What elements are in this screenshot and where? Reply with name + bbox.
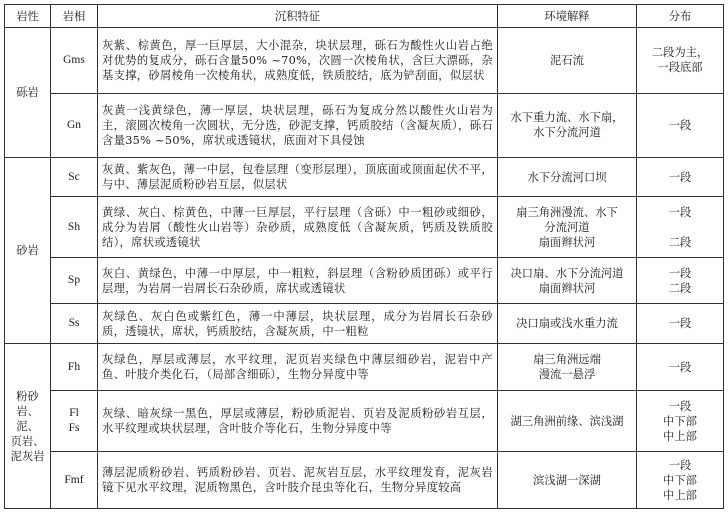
dist-line: 一段: [668, 360, 692, 374]
features-cell: 灰黄一浅黄绿色，薄一厚层，块状层理，砾石为复成分然以酸性火山岩为主，滚圆次棱角一次圆状，无分选，砂泥支撑，钙质胶结（含凝灰质），砾石含量35% ~50%，席状或透镜状，底面对下具侵蚀: [98, 93, 498, 158]
table-row: [5, 28, 724, 94]
dist-line: 二段为主，: [651, 46, 709, 60]
dist-line: 一段: [668, 118, 692, 132]
dist-line: 中上部: [663, 429, 697, 443]
lith-line: 砂岩: [16, 244, 39, 258]
dist-line: 中下部: [663, 414, 697, 428]
facies-code-cell: [51, 197, 98, 258]
dist-line: 一段: [668, 317, 692, 331]
environment-cell: [498, 390, 637, 451]
header-environment: 环境解释: [498, 5, 637, 28]
features-cell: 灰紫、棕黄色，厚一巨厚层，大小混杂，块状层理，砾石为酸性火山岩占绝对优势的复成分，砾石含量50% ~70%，次圆一次棱角状，含巨大漂砾，杂基支撑，砂屑棱角一次棱角状，成熟度低，铁质胶结，底为铲刮面，似层状: [98, 28, 498, 94]
table-row: [5, 158, 724, 197]
environment-cell: [498, 158, 637, 197]
header-features: 沉积特征: [98, 5, 498, 28]
env-line: 水下分流河道: [533, 126, 601, 140]
env-line: 水下分流河口坝: [527, 170, 607, 184]
environment-cell: [498, 344, 637, 391]
lithofacies-table: [4, 4, 724, 509]
distribution-cell: [637, 344, 724, 391]
header-facies: 岩相: [51, 5, 98, 28]
env-line: 水下重力流、水下扇，: [510, 111, 624, 125]
lith-line: 泥灰岩: [10, 449, 45, 463]
dist-line: 一段底部: [657, 61, 703, 75]
environment-cell: [498, 304, 637, 344]
env-line: 滨浅湖一深湖: [533, 473, 601, 487]
table-row: [5, 344, 724, 391]
environment-cell: [498, 28, 637, 94]
distribution-cell: [637, 28, 724, 94]
env-line: 分流河道: [544, 220, 590, 234]
dist-line: 二段: [668, 281, 692, 295]
environment-cell: [498, 258, 637, 304]
lith-line: 页岩、: [10, 434, 45, 448]
env-line: 漫流一悬浮: [538, 368, 596, 382]
features-cell: 黄绿、灰白、棕黄色，中薄一巨厚层，平行层理（含砾）中一粗砂或细砂，成分为岩屑（酸性火山岩等）杂砂质，成熟度低（含凝灰质，钙质及铁质胶结），席状或透镜状: [98, 197, 498, 258]
features-cell: 灰绿、暗灰绿一黑色，厚层或薄层，粉砂质泥岩、页岩及泥质粉砂岩互层，水平纹理或块状层理，含叶肢介等化石，生物分异度中等: [98, 390, 498, 451]
distribution-cell: [637, 258, 724, 304]
env-line: 扇面辫状河: [538, 235, 596, 249]
lith-line: 粉砂: [16, 389, 39, 403]
dist-line: [641, 220, 719, 235]
env-line: 泥石流: [550, 53, 584, 67]
env-line: 扇三角洲漫流、水下: [516, 205, 618, 219]
code-line: Sp: [67, 274, 81, 287]
environment-cell: [498, 452, 637, 509]
table-row: [5, 93, 724, 158]
env-line: 决口扇或浅水重力流: [516, 317, 618, 331]
distribution-cell: [637, 197, 724, 258]
header-row: [5, 5, 724, 28]
features-cell: 灰绿色，厚层或薄层，水平纹理，泥页岩夹绿色中薄层细砂岩，泥岩中产鱼、叶肢介类化石，（局部含细砾），生物分异度中等: [98, 344, 498, 391]
facies-code-cell: [51, 452, 98, 509]
dist-line: 中上部: [663, 488, 697, 502]
code-line: Sc: [68, 170, 80, 183]
features-cell: 灰黄、紫灰色，薄一中层，包卷层理（变形层理），顶底面或顶面起伏不平，与中、薄层泥质粉砂岩互层，似层状: [98, 158, 498, 197]
facies-code-cell: [51, 344, 98, 391]
distribution-cell: [637, 93, 724, 158]
code-line: Ss: [68, 317, 80, 330]
lithology-cell: [5, 344, 51, 509]
env-line: 决口扇、水下分流河道: [510, 266, 624, 280]
features-cell: 薄层泥质粉砂岩、钙质粉砂岩、页岩、泥灰岩互层，水平纹理发育，泥灰岩镜下见水平纹理，泥质物黑色，含叶肢介昆虫等化石，生物分异度较高: [98, 452, 498, 509]
dist-line: 一段: [668, 458, 692, 472]
env-line: 湖三角洲前缘、滨浅湖: [510, 414, 624, 428]
table-row: [5, 452, 724, 509]
facies-code-cell: [51, 258, 98, 304]
env-line: 扇三角洲远端: [533, 353, 601, 367]
lithology-cell: [5, 28, 51, 158]
code-line: Gms: [63, 53, 85, 66]
lith-line: 砾岩: [16, 86, 39, 100]
code-line: Fmf: [64, 473, 84, 486]
dist-line: 二段: [668, 235, 692, 249]
lith-line: 岩、泥、: [16, 404, 39, 433]
table-body: [5, 28, 724, 509]
facies-code-cell: [51, 304, 98, 344]
table-row: [5, 390, 724, 451]
dist-line: 一段: [668, 399, 692, 413]
env-line: 扇面辫状河: [538, 281, 596, 295]
code-line: Fs: [68, 422, 80, 435]
dist-line: 一段: [668, 266, 692, 280]
facies-code-cell: [51, 390, 98, 451]
dist-line: 中下部: [663, 473, 697, 487]
distribution-cell: [637, 158, 724, 197]
code-line: Gn: [66, 118, 82, 131]
distribution-cell: [637, 390, 724, 451]
dist-line: 一段: [668, 205, 692, 219]
table-row: [5, 258, 724, 304]
dist-line: 一段: [668, 170, 692, 184]
lithology-cell: [5, 158, 51, 344]
features-cell: 灰绿色、灰白色或紫红色，薄一中薄层，块状层理，成分为岩屑长石杂砂质，透镜状，席状，钙质胶结，含凝灰质，中一粗粒: [98, 304, 498, 344]
features-cell: 灰白、黄绿色，中薄一中厚层，中一粗粒，斜层理（含粉砂质团砾）或平行层理，为岩屑一岩屑长石杂砂质，席状或透镜状: [98, 258, 498, 304]
facies-code-cell: [51, 93, 98, 158]
code-line: Sh: [67, 220, 81, 233]
header-lithology: 岩性: [5, 5, 51, 28]
distribution-cell: [637, 452, 724, 509]
distribution-cell: [637, 304, 724, 344]
table-row: [5, 197, 724, 258]
environment-cell: [498, 93, 637, 158]
facies-code-cell: [51, 28, 98, 94]
header-distribution: 分布: [637, 5, 724, 28]
code-line: Fl: [69, 407, 79, 420]
environment-cell: [498, 197, 637, 258]
table-row: [5, 304, 724, 344]
facies-code-cell: [51, 158, 98, 197]
code-line: Fh: [67, 360, 81, 373]
